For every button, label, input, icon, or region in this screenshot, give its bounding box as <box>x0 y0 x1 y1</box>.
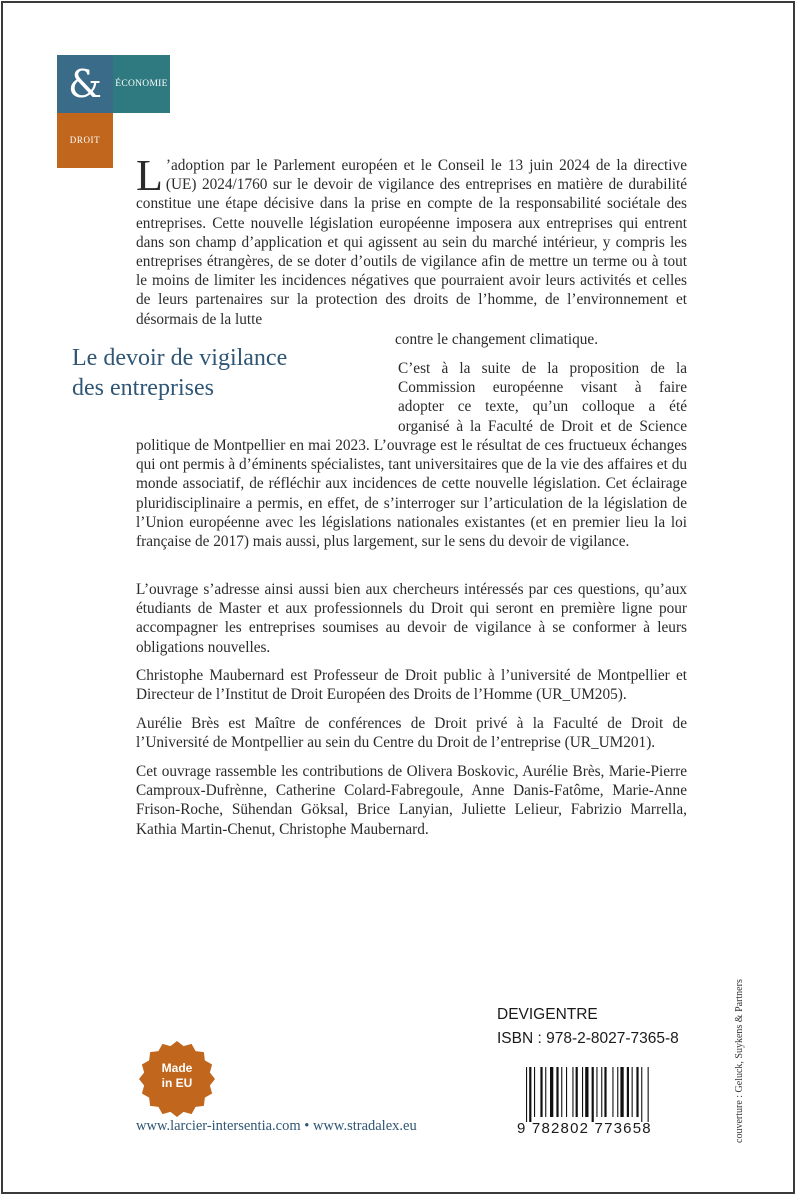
barcode-bar <box>540 1067 542 1117</box>
para2-line-3: adopter ce texte, qu’un colloque a été <box>398 398 687 416</box>
contributors-paragraph: Cet ouvrage rassemble les contributions de Olivera Boskovic, Aurélie Brès, Marie-Pierre Camproux-Dufrènne, Catherine Colard-Fabregoule, Anne Danis-Fatôme, Marie-Anne Frison-Roche, Sühendan Göksal, Brice Lanyian, Juliette Lelieur, Fabrizio Marrella, Kathia Martin-Chenut, Christophe Maubernard. <box>136 763 687 838</box>
title-line-1: Le devoir de vigilance <box>72 345 288 371</box>
author-bio-maubernard: Christophe Maubernard est Professeur de Droit public à l’université de Montpellier et Directeur de l’Institut de Droit Européen des Droits de l’Homme (UR_UM205). <box>136 667 687 704</box>
cover-credit: couverture : Geluck, Suykens & Partners <box>734 979 745 1143</box>
barcode-bar <box>576 1067 578 1117</box>
barcode-bar <box>572 1067 573 1117</box>
isbn: ISBN : 978-2-8027-7365-8 <box>497 1030 679 1047</box>
para2-opening <box>398 359 687 436</box>
barcode-bar <box>617 1067 618 1117</box>
product-code: DEVIGENTRE <box>497 1006 598 1023</box>
barcode-bar <box>601 1067 602 1117</box>
barcode-bar <box>561 1067 562 1117</box>
barcode-bar <box>612 1067 613 1117</box>
barcode-number: 9 782802 773658 <box>517 1120 652 1137</box>
para2-line-2: Commission européenne visant à faire <box>398 379 687 397</box>
barcode-bar <box>620 1067 623 1117</box>
para2-continued: politique de Montpellier en mai 2023. L’ouvrage est le résultat de ces fructueux échanges qui ont permis à d’éminents spécialistes, tant universitaires que de la vie des affaires et du monde associatif, de réfléchir aux incidences de cette nouvelle législation. Cet éclairage pluridisciplinaire a permis, en effet, de s’interroger sur l’articulation de la législation de l’Union européenne avec les législations nationales existantes (et en premier lieu la loi française de 2017) mais aussi, plus largement, sur le sens du devoir de vigilance. <box>136 437 687 551</box>
barcode-bar <box>582 1067 583 1117</box>
barcode-bar <box>529 1067 531 1122</box>
barcode-bar <box>627 1067 629 1117</box>
barcode-bar <box>526 1067 527 1122</box>
badge-line-1: Made <box>161 1061 193 1075</box>
barcode-bar <box>641 1067 642 1122</box>
author-bio-bres: Aurélie Brès est Maître de conférences de Droit privé à la Faculté de Droit de l’Université de Montpellier au sein du Centre du Droit de l’entreprise (UR_UM201). <box>136 715 687 752</box>
barcode-bar <box>636 1067 638 1117</box>
intro-text: ’adoption par le Parlement européen et le Conseil le 13 juin 2024 de la directive (UE) 2024/1760 sur le devoir de vigilance des entreprises en matière de durabilité constitue une étape décisive dans la prise en compte de la responsabilité sociétale des entreprises. Cette nouvelle législation européenne imposera aux entreprises qui entrent dans son champ d’application et qui agissent au sein du marché intérieur, y compris les entreprises étrangères, de se doter d’outils de vigilance afin de mettre un terme ou à tout le moins de limiter les incidences négatives que pourraient avoir leurs activités et celles de leurs partenaires sur la protection des droits de l’homme, de l’environnement et désormais de la lutte <box>136 157 687 328</box>
para2-line-1: C’est à la suite de la proposition de la <box>398 360 687 377</box>
barcode-bar <box>585 1067 588 1117</box>
barcode-bar <box>566 1067 567 1117</box>
barcode-bar <box>550 1067 553 1117</box>
made-in-eu-label <box>138 1061 216 1091</box>
logo-economie-block: ÉCONOMIE <box>113 55 170 113</box>
intro-paragraph <box>136 151 687 329</box>
badge-line-2: in EU <box>161 1076 193 1090</box>
title-line-2: des entreprises <box>72 375 214 401</box>
barcode <box>526 1067 686 1122</box>
barcode-bar <box>545 1067 546 1117</box>
book-title <box>72 343 372 403</box>
barcode-bar <box>604 1067 606 1117</box>
barcode-bar <box>534 1067 535 1117</box>
audience-paragraph: L’ouvrage s’adresse ainsi aussi bien aux chercheurs intéressés par ces questions, qu’aux étudiants de Master et aux professionnels du Droit qui seront en première ligne pour accompagner les entreprises soumises au devoir de vigilance à se conformer à leurs obligations nouvelles. <box>136 581 687 656</box>
imprint-block <box>497 1003 679 1051</box>
drop-cap: L <box>136 151 163 200</box>
logo-ampersand-block: & <box>57 55 113 113</box>
para2-line-4: organisé à la Faculté de Droit et de Science <box>398 417 687 435</box>
intro-last-line: contre le changement climatique. <box>395 331 599 348</box>
barcode-bar <box>556 1067 558 1117</box>
barcode-bar <box>648 1067 649 1122</box>
barcode-bar <box>632 1067 633 1117</box>
barcode-bar <box>596 1067 597 1117</box>
logo-droit-block: DROIT <box>57 113 113 168</box>
barcode-bar <box>592 1067 594 1122</box>
publisher-websites: www.larcier-intersentia.com • www.stradalex.eu <box>136 1118 417 1134</box>
